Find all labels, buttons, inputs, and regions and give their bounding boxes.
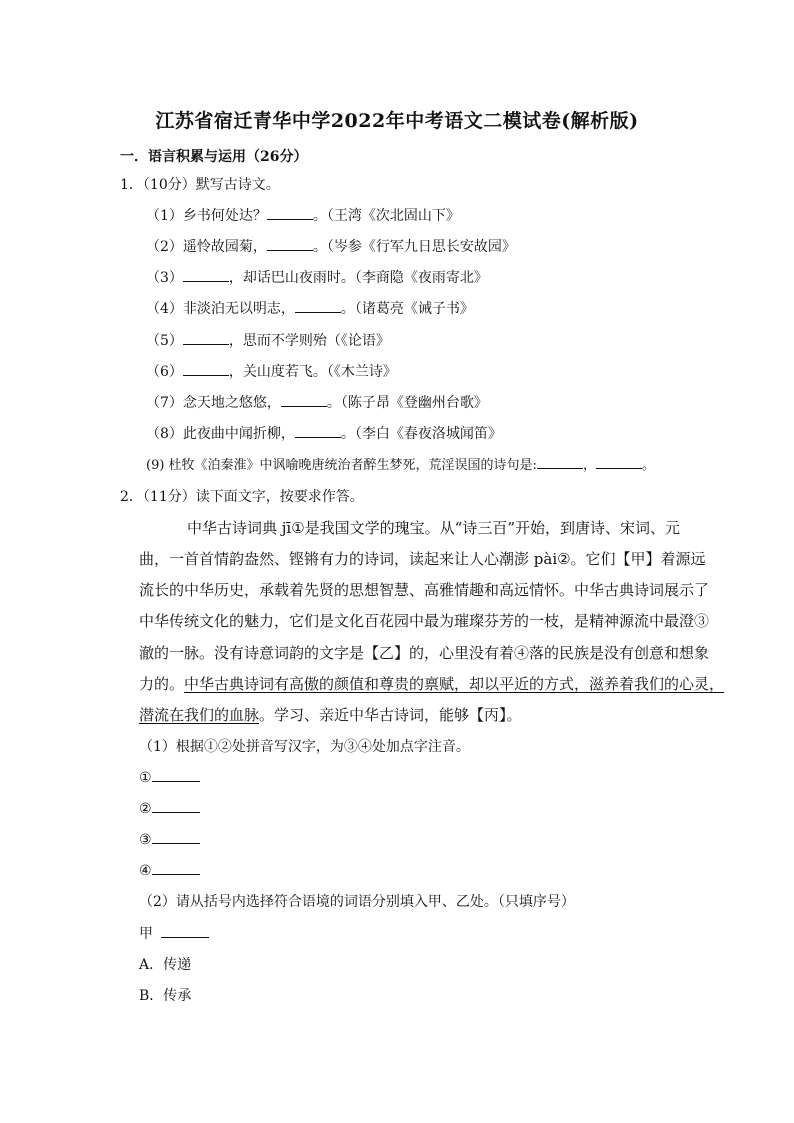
circled-number: ② (139, 801, 152, 817)
answer-line-1 (139, 768, 200, 788)
q1-item-9-comma: ， (582, 458, 596, 473)
q1-item-1 (146, 206, 460, 226)
q1-item-2-source: 。（岑参《行军九日思长安故园》 (312, 239, 516, 255)
answer-line-4 (139, 861, 200, 881)
passage-line-7 (139, 705, 522, 725)
circled-number: ① (139, 770, 152, 786)
option-a[interactable]: A．传递 (139, 957, 192, 973)
answer-blank[interactable] (161, 924, 209, 938)
answer-blank[interactable] (152, 861, 200, 875)
q1-item-5-text: （5） (146, 333, 183, 349)
circled-number: ③ (139, 832, 152, 848)
passage-line-3: 流长的中华历史，承载着先贤的思想智慧、高雅情趣和高远情怀。中华古典诗词展示了 (139, 581, 710, 599)
passage-text: 。学习、亲近中华古诗词，能够【丙】。 (259, 706, 522, 724)
answer-blank[interactable] (183, 331, 229, 345)
answer-blank[interactable] (152, 799, 200, 813)
answer-blank[interactable] (152, 768, 200, 782)
q1-item-6-source: ，关山度若飞。（《木兰诗》 (228, 364, 397, 380)
circled-number: ④ (139, 863, 152, 879)
q2-sub-1: （1）根据①②处拼音写汉字，为③④处加点字注音。 (139, 739, 470, 755)
passage-line-2: 曲，一首首情韵盎然、铿锵有力的诗词，读起来让人心潮澎 pài②。它们【甲】着源远 (139, 550, 706, 568)
q1-item-4-text: （4）非淡泊无以明志， (146, 301, 295, 317)
q1-item-7 (146, 393, 488, 413)
q1-item-6-text: （6） (146, 364, 183, 380)
q1-item-4 (146, 299, 474, 319)
question-2-head: 2．（11分）读下面文字，按要求作答。 (120, 489, 364, 505)
answer-blank[interactable] (267, 206, 313, 220)
q1-item-8 (146, 424, 502, 444)
answer-blank[interactable] (281, 393, 327, 407)
answer-line-2 (139, 799, 200, 819)
answer-blank[interactable] (596, 455, 642, 469)
passage-line-5: 澈的一脉。没有诗意词韵的文字是【乙】的，心里没有着④落的民族是没有创意和想象 (139, 644, 710, 662)
page-title: 江苏省宿迁青华中学2022年中考语文二模试卷(解析版) (155, 110, 639, 132)
answer-blank[interactable] (295, 299, 341, 313)
passage-text: 力的。 (139, 675, 185, 693)
q1-item-1-text: （1）乡书何处达？ (146, 208, 267, 224)
q1-item-2 (146, 237, 516, 257)
q1-item-3-source: ，却话巴山夜雨时。（李商隐《夜雨寄北》 (228, 270, 488, 286)
answer-blank[interactable] (152, 830, 200, 844)
q1-item-9-text: (9) 杜牧《泊秦淮》中讽喻晚唐统治者醉生梦死，荒淫误国的诗句是: (146, 458, 537, 473)
q1-item-3-text: （3） (146, 270, 183, 286)
answer-line-3 (139, 830, 200, 850)
q1-item-1-source: 。（王湾《次北固山下》 (312, 208, 460, 224)
answer-blank[interactable] (537, 455, 583, 469)
underlined-sentence-end: 潜流在我们的血脉 (139, 706, 260, 724)
q1-item-6 (146, 362, 397, 382)
q1-item-9 (146, 455, 655, 476)
option-b[interactable]: B．传承 (139, 988, 192, 1004)
underlined-sentence: 中华古典诗词有高傲的颜值和尊贵的禀赋，却以平近的方式，滋养着我们的心灵， (184, 675, 725, 693)
q1-item-8-source: 。（李白《春夜洛城闻笛》 (340, 426, 502, 442)
section-heading: 一．语言积累与运用（26分） (120, 149, 308, 165)
passage-line-1: 中华古诗词典 jī①是我国文学的瑰宝。从“诗三百”开始，到唐诗、宋词、元 (187, 519, 681, 537)
answer-blank[interactable] (183, 268, 229, 282)
q2-sub-2: （2）请从括号内选择符合语境的词语分别填入甲、乙处。（只填序号） (139, 894, 575, 910)
q1-item-4-source: 。（诸葛亮《诫子书》 (340, 301, 474, 317)
jia-label: 甲 (139, 926, 153, 942)
answer-blank[interactable] (183, 362, 229, 376)
answer-blank[interactable] (295, 424, 341, 438)
answer-blank[interactable] (267, 237, 313, 251)
jia-answer-line (139, 924, 209, 944)
q1-item-5 (146, 331, 390, 351)
q1-item-3 (146, 268, 488, 288)
passage-line-6 (139, 674, 724, 694)
question-1-head: 1．（10分）默写古诗文。 (120, 177, 280, 193)
passage-line-4: 中华传统文化的魅力，它们是文化百花园中最为璀璨芬芳的一枝，是精神源流中最澄③ (139, 612, 710, 630)
q1-item-5-source: ，思而不学则殆（《论语》 (228, 333, 390, 349)
q1-item-7-source: 。（陈子昂《登幽州台歌》 (326, 395, 488, 411)
q1-item-7-text: （7）念天地之悠悠， (146, 395, 281, 411)
q1-item-9-end: 。 (641, 458, 655, 473)
q1-item-2-text: （2）遥怜故园菊， (146, 239, 267, 255)
q1-item-8-text: （8）此夜曲中闻折柳， (146, 426, 295, 442)
